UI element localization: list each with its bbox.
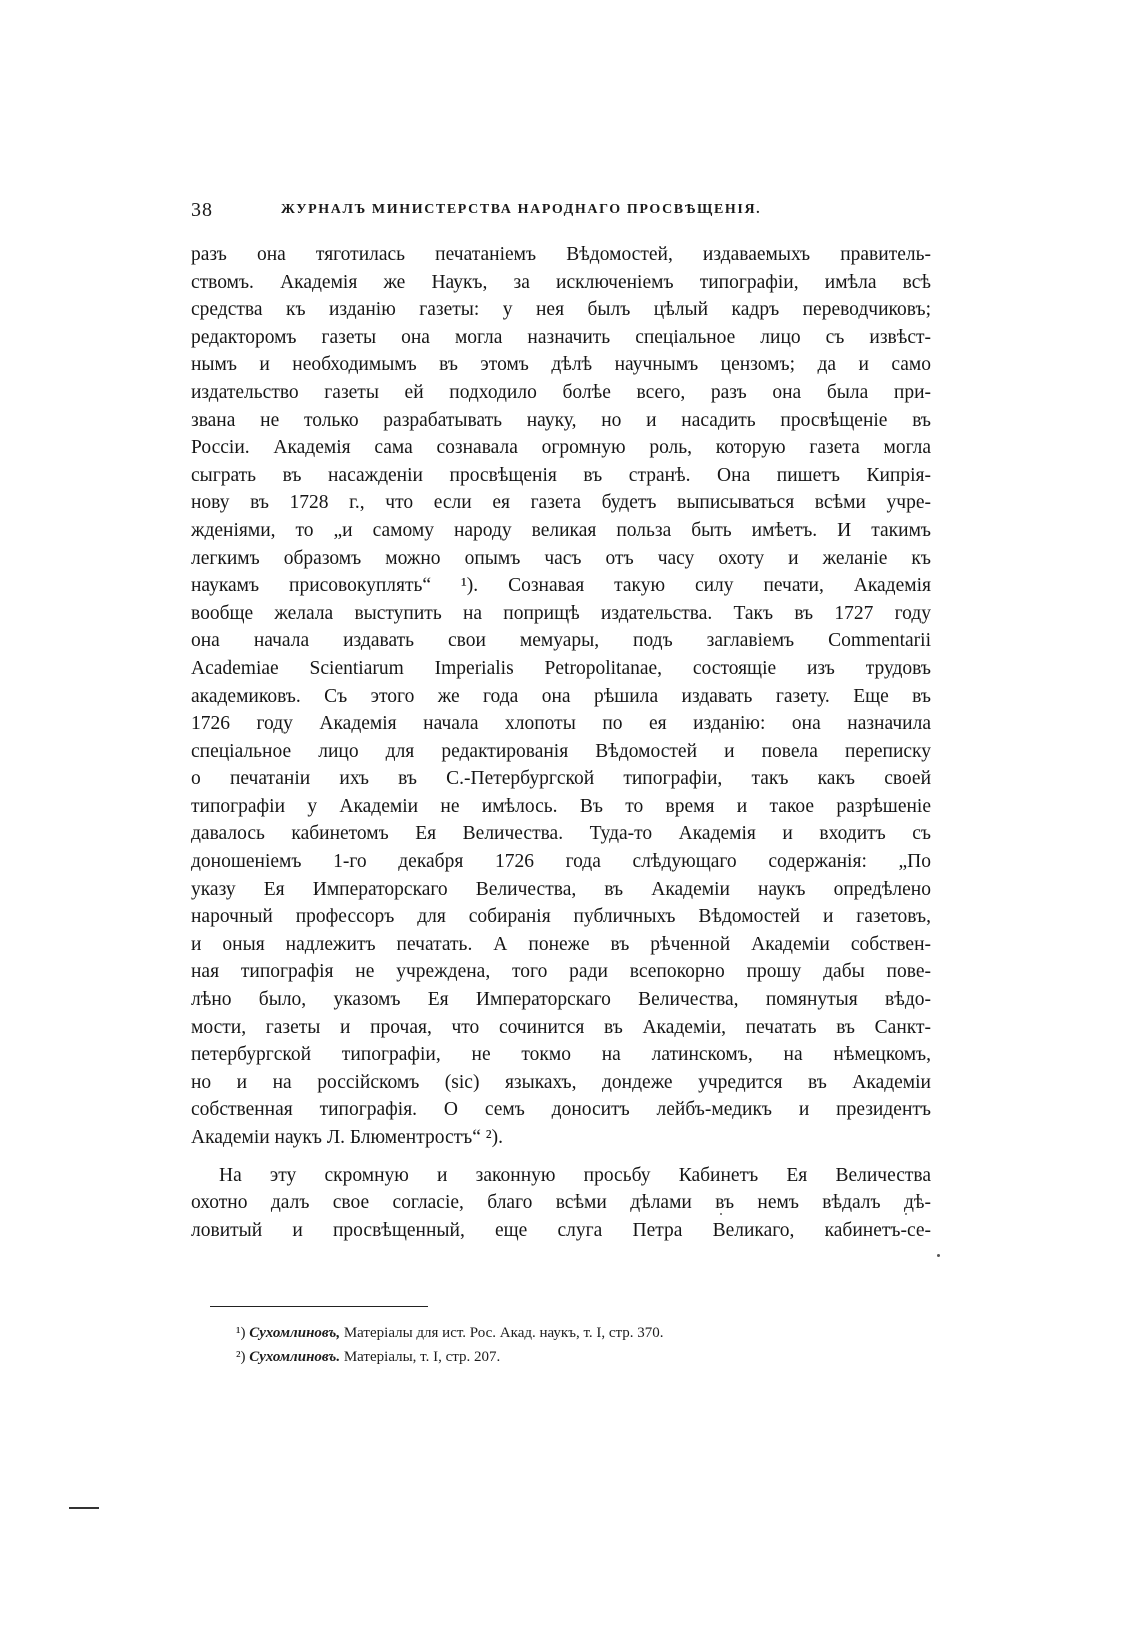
text-line: На эту скромную и законную просьбу Кабинетъ Ея Величества xyxy=(219,1164,931,1186)
footnote-1 xyxy=(236,1321,916,1345)
scan-speck xyxy=(937,1254,940,1257)
text-line: о печатаніи ихъ въ С.-Петербургской типографіи, такъ какъ своей xyxy=(191,768,931,790)
footnote-author: Сухомлиновъ. xyxy=(249,1349,341,1365)
text-line: наукамъ присовокуплять“ ¹). Сознавая такую силу печати, Академія xyxy=(191,575,931,597)
page-number: 38 xyxy=(191,198,213,221)
page-header xyxy=(191,197,931,223)
text-line: ствомъ. Академія же Наукъ, за исключеніемъ типографіи, имѣла всѣ xyxy=(191,271,931,293)
text-line: ловитый и просвѣщенный, еще слуга Петра Великаго, кабинетъ-се- xyxy=(191,1219,931,1241)
scan-speck xyxy=(720,1213,722,1215)
text-line: но и на россійскомъ (sic) языкахъ, дондеже учредится въ Академіи xyxy=(191,1071,931,1093)
text-line: указу Ея Императорскаго Величества, въ Академіи наукъ опредѣлено xyxy=(191,878,931,900)
body-text xyxy=(191,241,931,1244)
scan-speck xyxy=(905,1213,907,1215)
text-line: Россіи. Академія сама сознавала огромную роль, которую газета могла xyxy=(191,437,931,459)
text-line: нову въ 1728 г., что если ея газета будетъ выписываться всѣми учре- xyxy=(191,492,931,514)
text-line: звана не только разрабатывать науку, но и насадить просвѣщеніе въ xyxy=(191,409,931,431)
footnote-rule xyxy=(210,1306,428,1307)
text-line: нымъ и необходимымъ въ этомъ дѣлѣ научнымъ цензомъ; да и само xyxy=(191,354,931,376)
footnote-author: Сухомлиновъ, xyxy=(249,1325,341,1341)
text-line: охотно далъ свое согласіе, благо всѣми дѣлами въ немъ вѣдалъ дѣ- xyxy=(191,1192,931,1214)
text-line: жденіями, то „и самому народу великая польза быть имѣетъ. И такимъ xyxy=(191,519,931,541)
text-line: легкимъ образомъ можно опымъ часъ отъ часу охоту и желаніе къ xyxy=(191,547,931,569)
text-line: разъ она тяготилась печатаніемъ Вѣдомостей, издаваемыхъ правитель- xyxy=(191,244,931,265)
text-line: Академіи наукъ Л. Блюментростъ“ ²). xyxy=(191,1127,503,1148)
text-line: издательство газеты ей подходило болѣе всего, разъ она была при- xyxy=(191,381,931,403)
text-line: нарочный профессоръ для собиранія публичныхъ Вѣдомостей и газетовъ, xyxy=(191,906,931,928)
text-line: собственная типографія. О семъ доноситъ лейбъ-медикъ и президентъ xyxy=(191,1099,931,1121)
footnotes xyxy=(236,1321,916,1369)
running-title: ЖУРНАЛЪ МИНИСТЕРСТВА НАРОДНАГО ПРОСВѢЩЕНІЯ. xyxy=(281,202,762,217)
text-line: спеціальное лицо для редактированія Вѣдомостей и повела переписку xyxy=(191,740,931,762)
footnote-text: Матеріалы для ист. Рос. Акад. наукъ, т. I, стр. 370. xyxy=(343,1325,664,1341)
margin-mark xyxy=(69,1507,99,1509)
text-line: академиковъ. Съ этого же года она рѣшила издавать газету. Еще въ xyxy=(191,685,931,707)
text-line: давалось кабинетомъ Ея Величества. Туда-то Академія и входитъ съ xyxy=(191,823,931,845)
text-line: типографіи у Академіи не имѣлось. Въ то время и такое разрѣшеніе xyxy=(191,795,931,817)
footnote-2 xyxy=(236,1345,916,1369)
text-line: мости, газеты и прочая, что сочинится въ Академіи, печатать въ Санкт- xyxy=(191,1016,931,1038)
text-line: вообще желала выступить на поприщѣ издательства. Такъ въ 1727 году xyxy=(191,602,931,624)
text-line: Academiae Scientiarum Imperialis Petropolitanae, состоящіе изъ трудовъ xyxy=(191,657,931,679)
text-line: доношеніемъ 1-го декабря 1726 года слѣдующаго содержанія: „По xyxy=(191,851,931,873)
text-line: сыграть въ насажденіи просвѣщенія въ странѣ. Она пишетъ Кипрія- xyxy=(191,464,931,486)
text-line: она начала издавать свои мемуары, подъ заглавіемъ Commentarii xyxy=(191,630,931,652)
text-line: ная типографія не учреждена, того ради всепокорно прошу дабы пове- xyxy=(191,961,931,983)
footnote-text: Матеріалы, т. I, стр. 207. xyxy=(343,1349,501,1365)
text-line: 1726 году Академія начала хлопоты по ея изданію: она назначила xyxy=(191,713,931,735)
text-line: средства къ изданію газеты: у нея былъ цѣлый кадръ переводчиковъ; xyxy=(191,299,931,321)
paragraph-gap xyxy=(191,1152,931,1162)
footnote-marker: ¹) xyxy=(236,1325,246,1341)
text-line: петербургской типографіи, не токмо на латинскомъ, на нѣмецкомъ, xyxy=(191,1044,931,1066)
text-line: лѣно было, указомъ Ея Императорскаго Величества, помянутыя вѣдо- xyxy=(191,989,931,1011)
text-line: редакторомъ газеты она могла назначить спеціальное лицо съ извѣст- xyxy=(191,326,931,348)
footnote-marker: ²) xyxy=(236,1349,246,1365)
text-line: и оныя надлежитъ печатать. А понеже въ рѣченной Академіи собствен- xyxy=(191,933,931,955)
